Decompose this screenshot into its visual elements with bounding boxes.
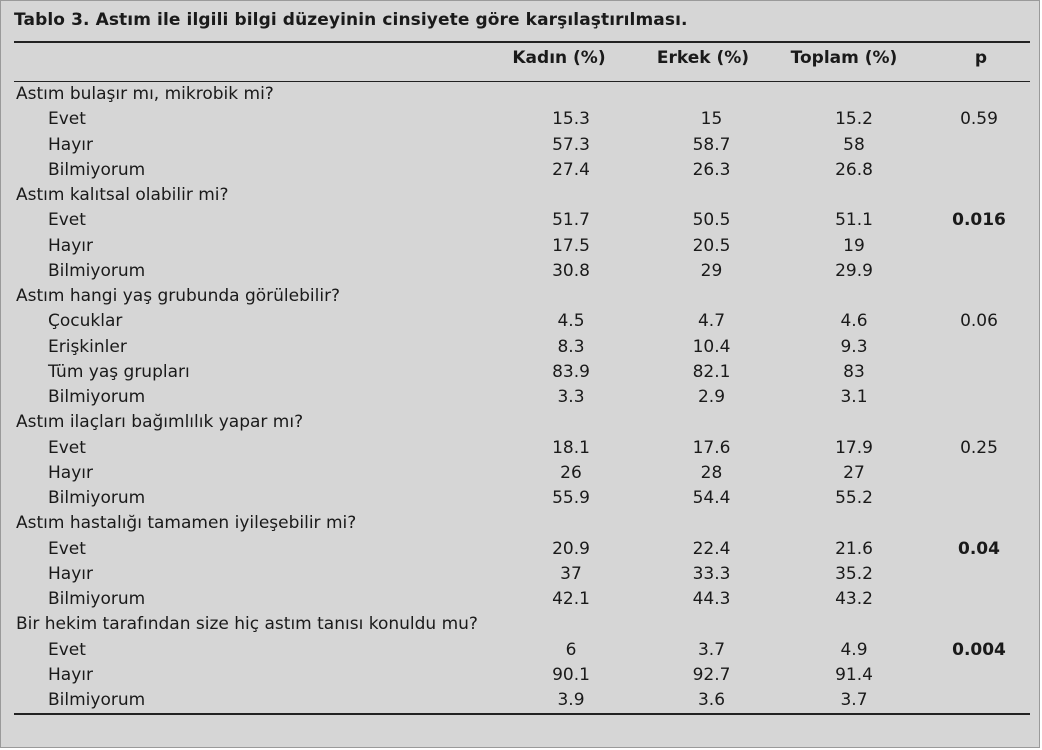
cell-toplam: 51.1 bbox=[835, 210, 873, 231]
cell-toplam: 19 bbox=[843, 235, 865, 256]
option-row bbox=[14, 107, 1030, 132]
cell-p bbox=[928, 133, 1030, 158]
cell-erkek: 50.5 bbox=[692, 210, 731, 231]
cell-kadin bbox=[499, 183, 643, 208]
option-label: Evet bbox=[48, 538, 86, 559]
header-kadin: Kadın (%) bbox=[512, 48, 606, 68]
cell-p: 0.06 bbox=[960, 311, 998, 332]
cell-erkek: 20.5 bbox=[692, 235, 731, 256]
cell-p bbox=[928, 486, 1030, 511]
cell-erkek: 29 bbox=[700, 260, 723, 281]
cell-p bbox=[928, 158, 1030, 183]
cell-toplam: 3.7 bbox=[840, 690, 868, 711]
cell-p bbox=[928, 663, 1030, 688]
option-label: Bilmiyorum bbox=[48, 589, 146, 610]
question-row bbox=[14, 410, 1030, 435]
cell-kadin: 26 bbox=[560, 462, 582, 483]
cell-p bbox=[928, 612, 1030, 637]
option-label: Hayır bbox=[48, 235, 93, 256]
option-label: Evet bbox=[48, 639, 86, 660]
question-label: Astım kalıtsal olabilir mi? bbox=[16, 185, 229, 206]
question-row bbox=[14, 284, 1030, 309]
table-body bbox=[14, 82, 1030, 713]
cell-toplam bbox=[780, 284, 928, 309]
cell-erkek: 92.7 bbox=[692, 664, 731, 685]
option-row bbox=[14, 587, 1030, 612]
cell-erkek: 3.7 bbox=[697, 639, 726, 660]
option-row bbox=[14, 309, 1030, 334]
cell-toplam: 43.2 bbox=[835, 589, 873, 610]
cell-erkek: 58.7 bbox=[692, 134, 731, 155]
option-label: Bilmiyorum bbox=[48, 690, 146, 711]
cell-erkek: 15 bbox=[700, 109, 723, 130]
cell-toplam: 15.2 bbox=[835, 109, 873, 130]
question-label: Astım ilaçları bağımlılık yapar mı? bbox=[16, 412, 304, 433]
cell-erkek bbox=[643, 612, 780, 637]
cell-kadin: 27.4 bbox=[552, 159, 590, 180]
option-label: Hayır bbox=[48, 134, 93, 155]
option-label: Evet bbox=[48, 437, 86, 458]
option-label: Bilmiyorum bbox=[48, 488, 146, 509]
cell-p bbox=[928, 410, 1030, 435]
cell-p bbox=[928, 183, 1030, 208]
option-row bbox=[14, 234, 1030, 259]
cell-toplam: 29.9 bbox=[835, 260, 873, 281]
cell-kadin: 55.9 bbox=[552, 488, 590, 509]
option-row bbox=[14, 688, 1030, 713]
option-row bbox=[14, 537, 1030, 562]
header-p: p bbox=[974, 48, 988, 68]
cell-p: 0.016 bbox=[952, 210, 1006, 231]
cell-kadin: 17.5 bbox=[552, 235, 590, 256]
cell-kadin bbox=[499, 82, 643, 107]
bottom-rule bbox=[14, 713, 1030, 715]
cell-kadin: 18.1 bbox=[552, 437, 590, 458]
cell-erkek: 33.3 bbox=[692, 563, 731, 584]
header-toplam: Toplam (%) bbox=[790, 48, 898, 68]
option-row bbox=[14, 385, 1030, 410]
question-label: Astım hastalığı tamamen iyileşebilir mi? bbox=[16, 513, 357, 534]
cell-kadin: 15.3 bbox=[552, 109, 590, 130]
cell-p bbox=[928, 335, 1030, 360]
cell-p bbox=[928, 562, 1030, 587]
cell-kadin: 4.5 bbox=[557, 311, 585, 332]
cell-toplam: 26.8 bbox=[835, 159, 873, 180]
cell-kadin: 51.7 bbox=[552, 210, 590, 231]
cell-kadin: 6 bbox=[565, 639, 577, 660]
cell-kadin: 42.1 bbox=[552, 589, 590, 610]
cell-kadin: 20.9 bbox=[552, 538, 590, 559]
cell-kadin: 3.3 bbox=[557, 387, 585, 408]
cell-kadin bbox=[499, 511, 643, 536]
cell-p bbox=[928, 587, 1030, 612]
question-row bbox=[14, 183, 1030, 208]
option-row bbox=[14, 208, 1030, 233]
cell-erkek: 28 bbox=[700, 462, 723, 483]
cell-erkek bbox=[643, 511, 780, 536]
option-label: Bilmiyorum bbox=[48, 159, 146, 180]
cell-p bbox=[928, 511, 1030, 536]
question-row bbox=[14, 511, 1030, 536]
cell-erkek: 17.6 bbox=[692, 437, 731, 458]
top-rule bbox=[14, 41, 1030, 43]
option-label: Tüm yaş grupları bbox=[48, 361, 190, 382]
cell-p bbox=[928, 461, 1030, 486]
option-row bbox=[14, 335, 1030, 360]
cell-kadin: 8.3 bbox=[557, 336, 585, 357]
question-label: Bir hekim tarafından size hiç astım tanısı konuldu mu? bbox=[16, 614, 478, 635]
option-row bbox=[14, 436, 1030, 461]
cell-erkek: 22.4 bbox=[692, 538, 731, 559]
cell-toplam: 17.9 bbox=[835, 437, 873, 458]
cell-toplam: 35.2 bbox=[835, 563, 873, 584]
cell-erkek bbox=[643, 410, 780, 435]
option-label: Erişkinler bbox=[48, 336, 127, 357]
question-row bbox=[14, 612, 1030, 637]
cell-p bbox=[928, 82, 1030, 107]
option-label: Hayır bbox=[48, 563, 93, 584]
option-row bbox=[14, 360, 1030, 385]
cell-toplam: 27 bbox=[843, 462, 865, 483]
cell-erkek: 54.4 bbox=[692, 488, 731, 509]
cell-toplam: 9.3 bbox=[840, 336, 868, 357]
cell-kadin: 3.9 bbox=[557, 690, 585, 711]
cell-toplam: 55.2 bbox=[835, 488, 873, 509]
cell-erkek: 26.3 bbox=[692, 159, 731, 180]
option-row bbox=[14, 133, 1030, 158]
header-erkek: Erkek (%) bbox=[656, 48, 750, 68]
cell-erkek bbox=[643, 183, 780, 208]
cell-erkek: 3.6 bbox=[697, 690, 726, 711]
cell-toplam: 4.6 bbox=[840, 311, 868, 332]
cell-toplam: 21.6 bbox=[835, 538, 873, 559]
option-label: Bilmiyorum bbox=[48, 387, 146, 408]
table-title: Tablo 3. Astım ile ilgili bilgi düzeyinin cinsiyete göre karşılaştırılması. bbox=[14, 10, 688, 30]
option-row bbox=[14, 461, 1030, 486]
cell-p: 0.004 bbox=[952, 639, 1006, 660]
option-row bbox=[14, 158, 1030, 183]
cell-toplam: 91.4 bbox=[835, 664, 873, 685]
option-label: Evet bbox=[48, 210, 86, 231]
cell-p: 0.04 bbox=[958, 538, 1000, 559]
cell-p bbox=[928, 259, 1030, 284]
cell-kadin: 37 bbox=[560, 563, 582, 584]
cell-toplam bbox=[780, 183, 928, 208]
cell-toplam bbox=[780, 410, 928, 435]
option-row bbox=[14, 259, 1030, 284]
cell-erkek bbox=[643, 82, 780, 107]
question-row bbox=[14, 82, 1030, 107]
option-row bbox=[14, 638, 1030, 663]
cell-p bbox=[928, 385, 1030, 410]
option-label: Evet bbox=[48, 109, 86, 130]
cell-p bbox=[928, 234, 1030, 259]
cell-kadin bbox=[499, 612, 643, 637]
cell-p bbox=[928, 360, 1030, 385]
cell-erkek bbox=[643, 284, 780, 309]
cell-erkek: 44.3 bbox=[692, 589, 731, 610]
cell-toplam: 58 bbox=[843, 134, 865, 155]
cell-toplam: 4.9 bbox=[840, 639, 868, 660]
option-label: Hayır bbox=[48, 462, 93, 483]
cell-toplam bbox=[780, 511, 928, 536]
data-table bbox=[14, 82, 1030, 713]
cell-toplam bbox=[780, 82, 928, 107]
cell-p bbox=[928, 688, 1030, 713]
cell-p: 0.25 bbox=[960, 437, 998, 458]
cell-erkek: 10.4 bbox=[692, 336, 731, 357]
cell-erkek: 4.7 bbox=[697, 311, 726, 332]
cell-erkek: 82.1 bbox=[692, 361, 731, 382]
cell-kadin: 83.9 bbox=[552, 361, 590, 382]
cell-kadin bbox=[499, 410, 643, 435]
option-row bbox=[14, 663, 1030, 688]
option-row bbox=[14, 562, 1030, 587]
option-row bbox=[14, 486, 1030, 511]
question-label: Astım bulaşır mı, mikrobik mi? bbox=[16, 84, 274, 105]
option-label: Hayır bbox=[48, 664, 93, 685]
question-label: Astım hangi yaş grubunda görülebilir? bbox=[16, 286, 341, 307]
cell-toplam: 83 bbox=[843, 361, 865, 382]
cell-erkek: 2.9 bbox=[697, 387, 726, 408]
cell-toplam: 3.1 bbox=[840, 387, 868, 408]
option-label: Çocuklar bbox=[48, 311, 123, 332]
cell-kadin: 57.3 bbox=[552, 134, 590, 155]
cell-kadin: 30.8 bbox=[552, 260, 590, 281]
cell-kadin: 90.1 bbox=[552, 664, 590, 685]
cell-kadin bbox=[499, 284, 643, 309]
option-label: Bilmiyorum bbox=[48, 260, 146, 281]
cell-p: 0.59 bbox=[960, 109, 998, 130]
cell-p bbox=[928, 284, 1030, 309]
cell-toplam bbox=[780, 612, 928, 637]
